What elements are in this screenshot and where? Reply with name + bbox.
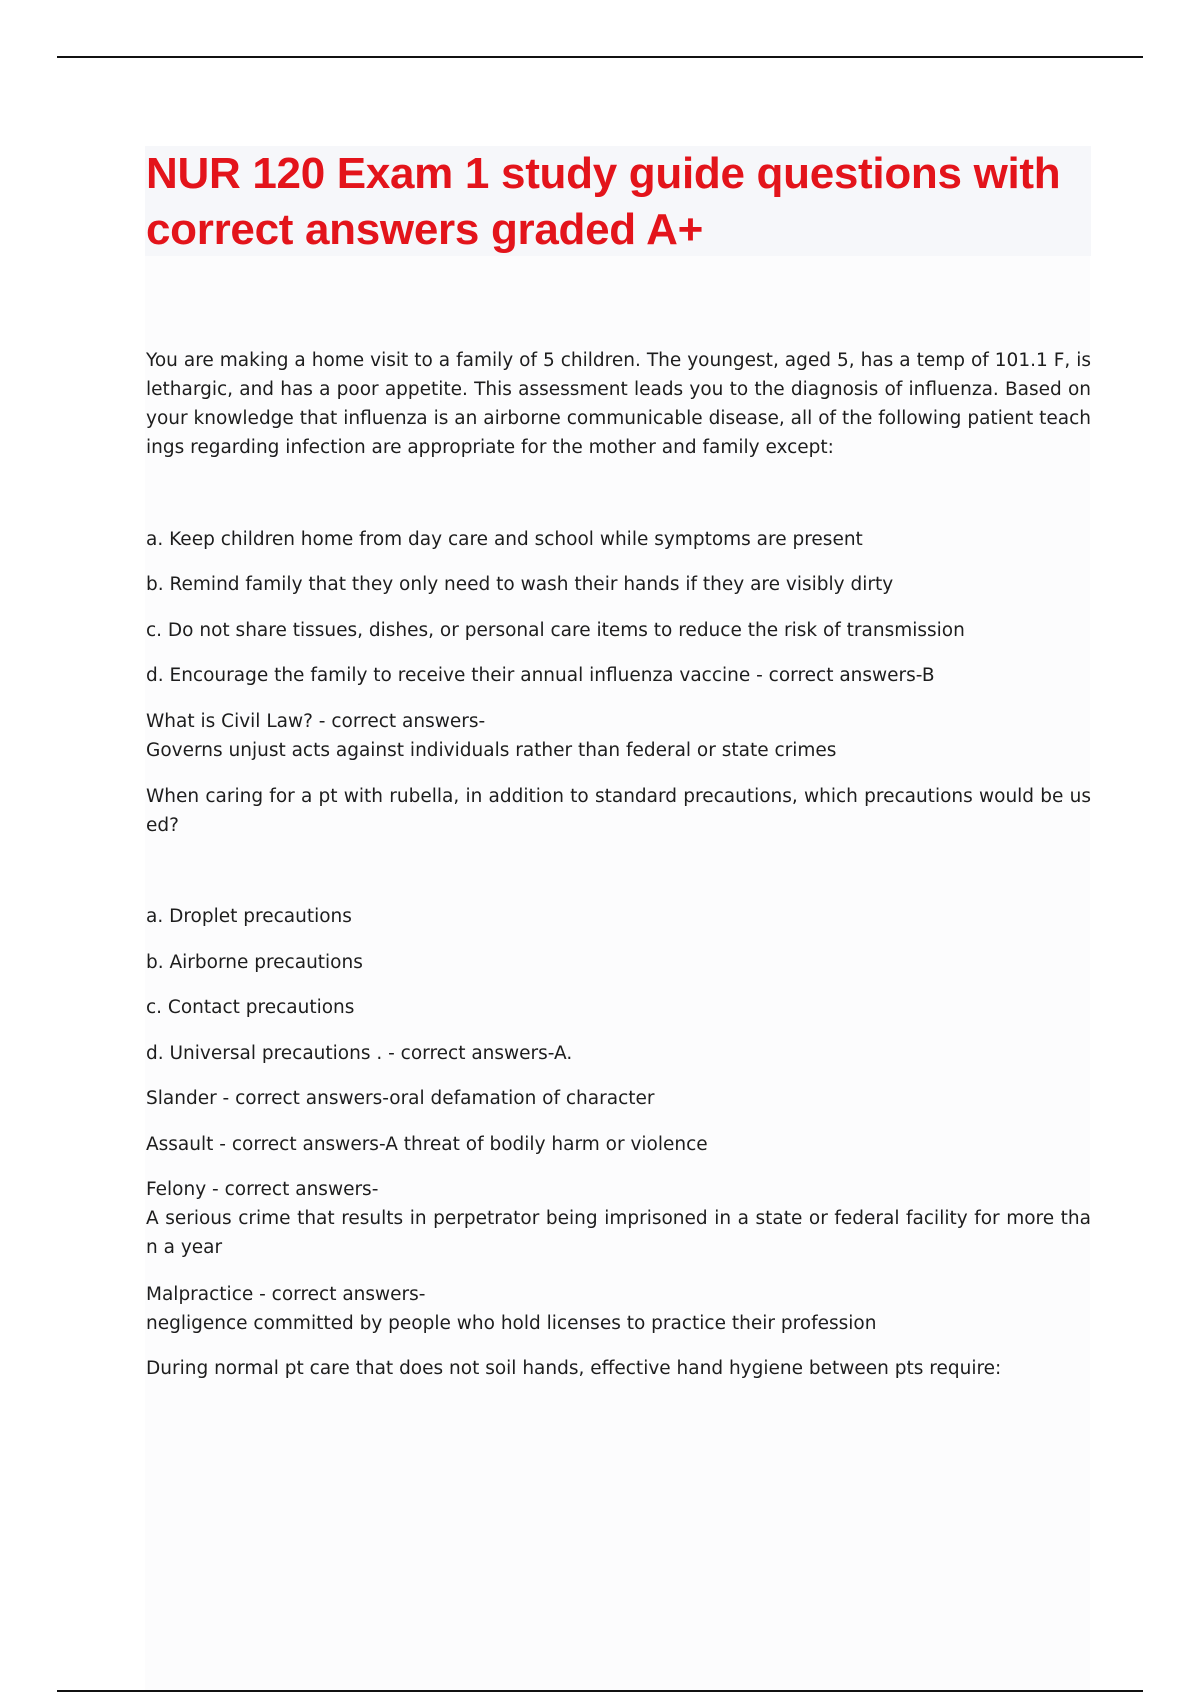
hand-hygiene-question: During normal pt care that does not soil hands, effective hand hygiene between pts require: — [146, 1358, 1002, 1379]
document-title: NUR 120 Exam 1 study guide questions with correct answers graded A+ — [146, 149, 1061, 254]
top-rule — [57, 56, 1143, 58]
bottom-rule — [57, 1690, 1143, 1692]
assault-entry: Assault - correct answers-A threat of bodily harm or violence — [146, 1134, 708, 1155]
question-1-stem: You are making a home visit to a family of 5 children. The youngest, aged 5, has a temp of 101.1 F, is lethargic, and has a poor appetite. This assessment leads you to the diagnosis of influenza. Based on your knowledge that influenza is an airborne communicable disease, all of the following patient teachings regarding infection are appropriate for the mother and family except: — [146, 350, 1091, 458]
malpractice-answer: negligence committed by people who hold licenses to practice their profession — [146, 1313, 877, 1334]
slander-entry: Slander - correct answers-oral defamation of character — [146, 1088, 655, 1109]
question-2-option-d: d. Universal precautions . - correct answers-A. — [146, 1043, 573, 1064]
malpractice-question: Malpractice - correct answers- — [146, 1284, 426, 1305]
question-2-option-c: c. Contact precautions — [146, 997, 355, 1018]
question-2-option-b: b. Airborne precautions — [146, 952, 363, 973]
civil-law-answer: Governs unjust acts against individuals rather than federal or state crimes — [146, 740, 837, 761]
question-1-option-a: a. Keep children home from day care and school while symptoms are present — [146, 529, 863, 550]
question-2-stem: When caring for a pt with rubella, in addition to standard precautions, which precautions would be used? — [146, 786, 1091, 836]
felony-answer: A serious crime that results in perpetrator being imprisoned in a state or federal facility for more than a year — [146, 1208, 1091, 1258]
question-1-option-b: b. Remind family that they only need to wash their hands if they are visibly dirty — [146, 574, 894, 595]
question-2-option-a: a. Droplet precautions — [146, 906, 352, 927]
felony-question: Felony - correct answers- — [146, 1179, 379, 1200]
question-1-option-c: c. Do not share tissues, dishes, or personal care items to reduce the risk of transmission — [146, 620, 965, 641]
question-1-option-d: d. Encourage the family to receive their annual influenza vaccine - correct answers-B — [146, 665, 935, 686]
civil-law-question: What is Civil Law? - correct answers- — [146, 711, 486, 732]
